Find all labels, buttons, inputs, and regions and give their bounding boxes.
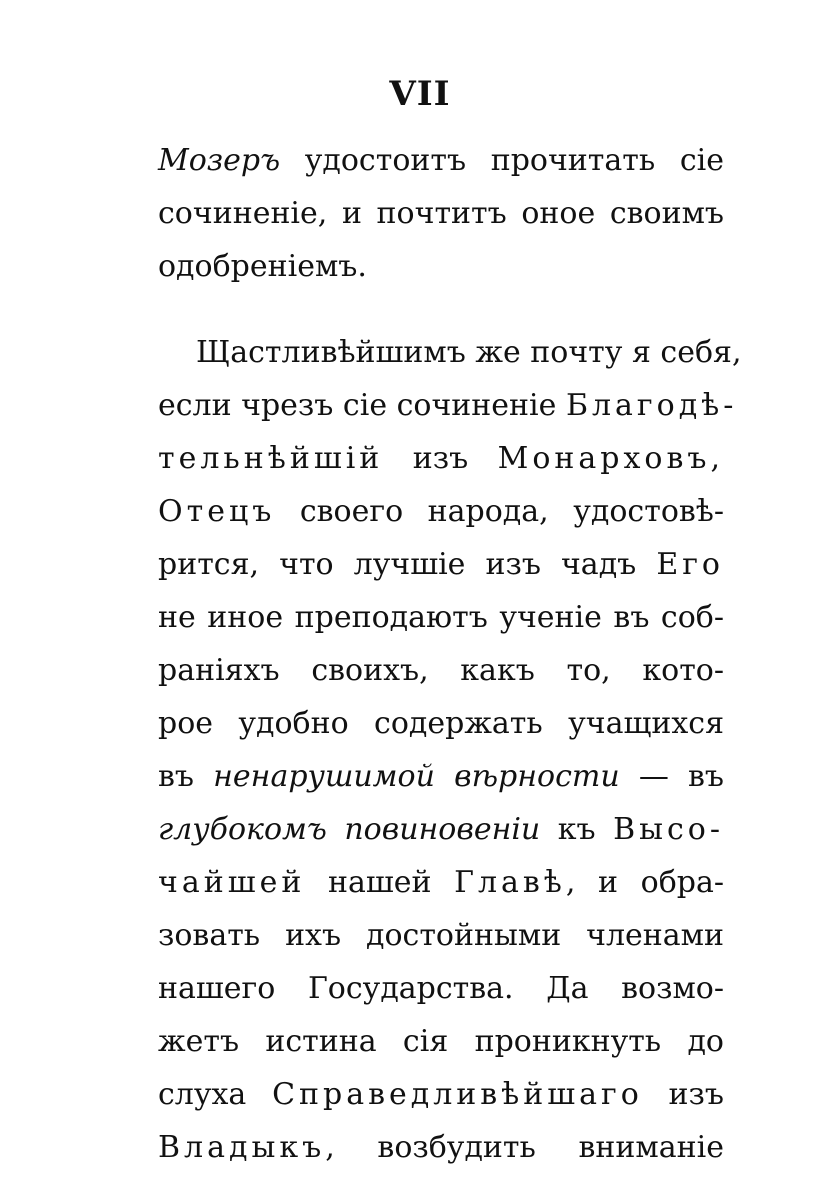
text-line: одобреніемъ. bbox=[158, 249, 367, 284]
spaced-text: Монарховъ, bbox=[497, 441, 724, 476]
text-line bbox=[158, 856, 724, 909]
text-run: рится, что лучшіе изъ чадъ bbox=[158, 547, 657, 582]
text-line bbox=[158, 1068, 724, 1121]
spaced-text: Главѣ bbox=[454, 865, 566, 900]
text-line: не иное преподаютъ ученіе въ соб- bbox=[158, 600, 724, 635]
paragraph-2 bbox=[158, 326, 742, 1174]
text-run: если чрезъ сіе сочиненіе bbox=[158, 388, 566, 423]
text-line: зовать ихъ достойными членами bbox=[158, 918, 724, 953]
text-line: сочиненіе, и почтитъ оное своимъ bbox=[158, 196, 724, 231]
text-line: раніяхъ своихъ, какъ то, кото- bbox=[158, 653, 724, 688]
text-run: — въ bbox=[619, 759, 725, 794]
text-line: жетъ истина сія проникнуть до bbox=[158, 1024, 724, 1059]
text-line bbox=[158, 803, 724, 856]
spaced-text: Владыкъ bbox=[158, 1130, 326, 1165]
paragraph-1 bbox=[158, 134, 724, 293]
spaced-text: Его bbox=[656, 547, 724, 582]
spaced-text: Справедливѣйшаго bbox=[272, 1077, 643, 1112]
spaced-text: Отецъ bbox=[158, 494, 276, 529]
text-line bbox=[158, 538, 724, 591]
text-line bbox=[158, 750, 724, 803]
text-line bbox=[158, 485, 724, 538]
text-run: въ bbox=[158, 759, 214, 794]
text-run: , возбудить вниманіе bbox=[325, 1130, 724, 1165]
italic-text: глубокомъ повиновеніи bbox=[158, 812, 541, 847]
spaced-text: Благодѣ- bbox=[565, 388, 738, 423]
text-run: своего народа, удостовѣ- bbox=[275, 494, 724, 529]
text-run: нашей bbox=[305, 865, 455, 900]
italic-text: ненарушимой вѣрности bbox=[213, 759, 620, 794]
text-run: къ bbox=[540, 812, 614, 847]
spaced-text: чайшей bbox=[158, 865, 306, 900]
text-run: удостоитъ прочитать сіе bbox=[280, 143, 724, 178]
text-run: изъ bbox=[383, 441, 498, 476]
text-run: изъ bbox=[642, 1077, 724, 1112]
text-line bbox=[158, 1121, 724, 1174]
page-number: VII bbox=[389, 74, 451, 114]
text-line: Щастливѣйшимъ же почту я себя, bbox=[196, 335, 742, 370]
text-line bbox=[158, 379, 738, 432]
text-line: нашего Государства. Да возмо- bbox=[158, 971, 724, 1006]
text-run: слуха bbox=[158, 1077, 273, 1112]
text-line bbox=[158, 432, 724, 485]
text-line bbox=[158, 134, 724, 187]
spaced-text: Высо- bbox=[613, 812, 724, 847]
text-line: рое удобно содержать учащихся bbox=[158, 706, 724, 741]
text-run: , и обра- bbox=[565, 865, 725, 900]
proper-name: Мозеръ bbox=[158, 143, 281, 178]
spaced-text: тельнѣйшій bbox=[158, 441, 384, 476]
